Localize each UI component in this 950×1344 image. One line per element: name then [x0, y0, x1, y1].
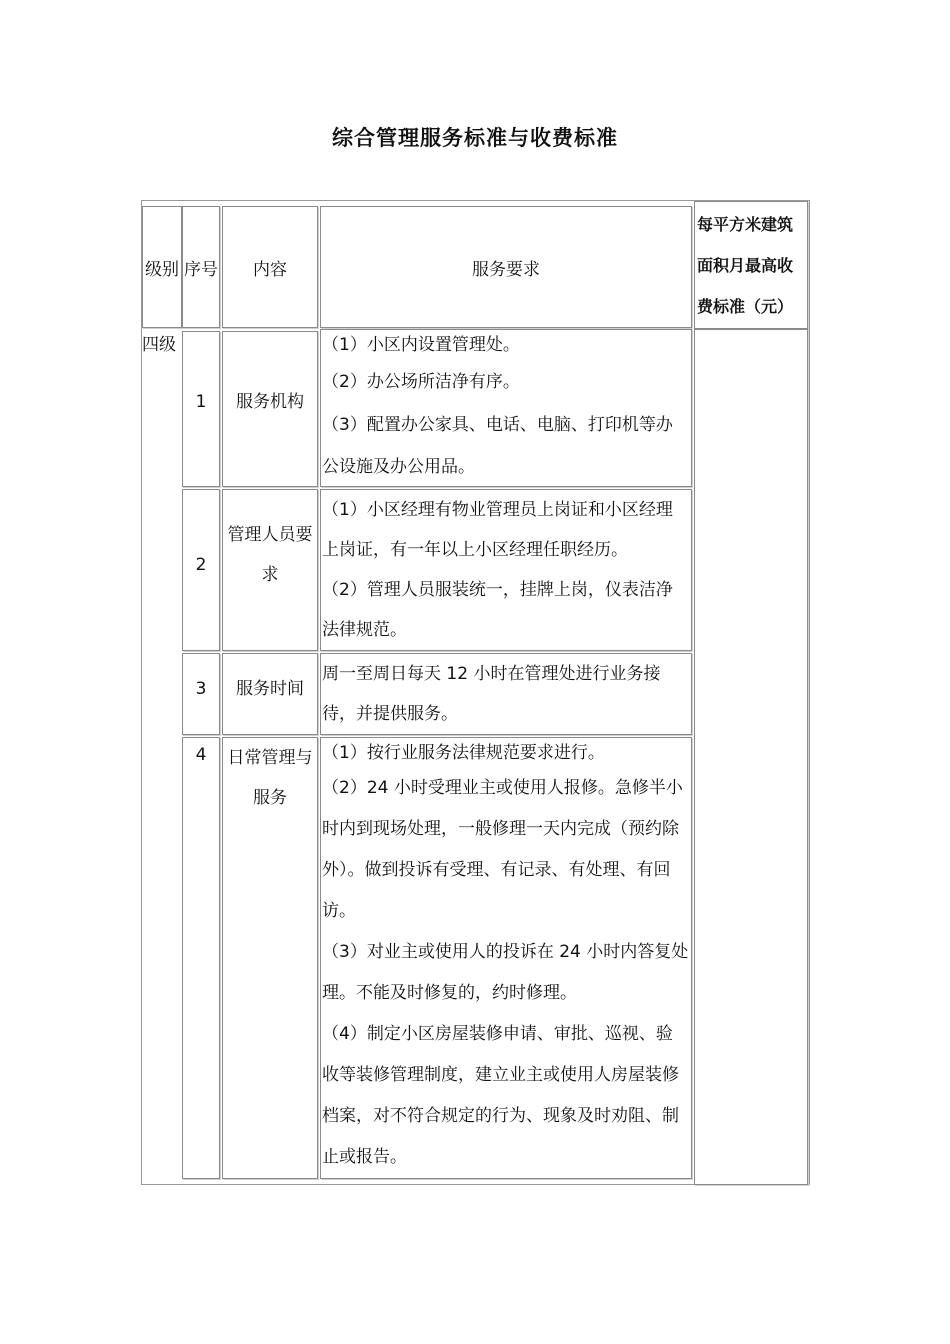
fee-cell: [694, 329, 808, 1185]
requirement-line: （2）24 小时受理业主或使用人报修。急修半小时内到现场处理，一般修理一天内完成（预约除外）。做到投诉有受理、有记录、有处理、有回访。: [322, 778, 683, 921]
requirement-cell-4: [320, 737, 692, 1179]
header-level: 级别: [142, 206, 182, 328]
header-content: 内容: [222, 206, 318, 328]
header-fee: 每平方米建筑面积月最高收费标准（元）: [694, 201, 808, 329]
requirement-cell-2: [320, 489, 692, 651]
seq-cell-1: 1: [182, 331, 220, 487]
requirement-line: （1）按行业服务法律规范要求进行。: [322, 743, 605, 763]
seq-cell-3: 3: [182, 653, 220, 735]
seq-cell-4: 4: [182, 737, 220, 1179]
requirement-line: （1）小区经理有物业管理员上岗证和小区经理上岗证，有一年以上小区经理任职经历。: [322, 500, 673, 560]
header-seq: 序号: [182, 206, 220, 328]
requirement-cell-1: [320, 329, 692, 487]
header-requirement: 服务要求: [320, 206, 692, 328]
requirement-line: （4）制定小区房屋装修申请、审批、巡视、验收等装修管理制度，建立业主或使用人房屋装修档案，对不符合规定的行为、现象及时劝阻、制止或报告。: [322, 1024, 679, 1167]
content-cell-1: 服务机构: [222, 331, 318, 487]
seq-cell-2: 2: [182, 489, 220, 651]
standards-table: [141, 200, 810, 1185]
requirement-line: （3）配置办公家具、电话、电脑、打印机等办公设施及办公用品。: [322, 415, 673, 477]
document-title: 综合管理服务标准与收费标准: [332, 126, 618, 150]
requirement-line: 周一至周日每天 12 小时在管理处进行业务接待，并提供服务。: [322, 664, 661, 724]
content-cell-3: 服务时间: [222, 653, 318, 735]
level-cell: 四级: [142, 335, 176, 355]
requirement-line: （1）小区内设置管理处。: [322, 335, 520, 355]
content-cell-2: 管理人员要求: [222, 489, 318, 651]
requirement-line: （2）管理人员服装统一，挂牌上岗，仪表洁净法律规范。: [322, 580, 673, 640]
requirement-cell-3: [320, 653, 692, 735]
content-cell-4: 日常管理与服务: [222, 737, 318, 1179]
requirement-line: （3）对业主或使用人的投诉在 24 小时内答复处理。不能及时修复的，约时修理。: [322, 942, 689, 1003]
requirement-line: （2）办公场所洁净有序。: [322, 372, 520, 392]
